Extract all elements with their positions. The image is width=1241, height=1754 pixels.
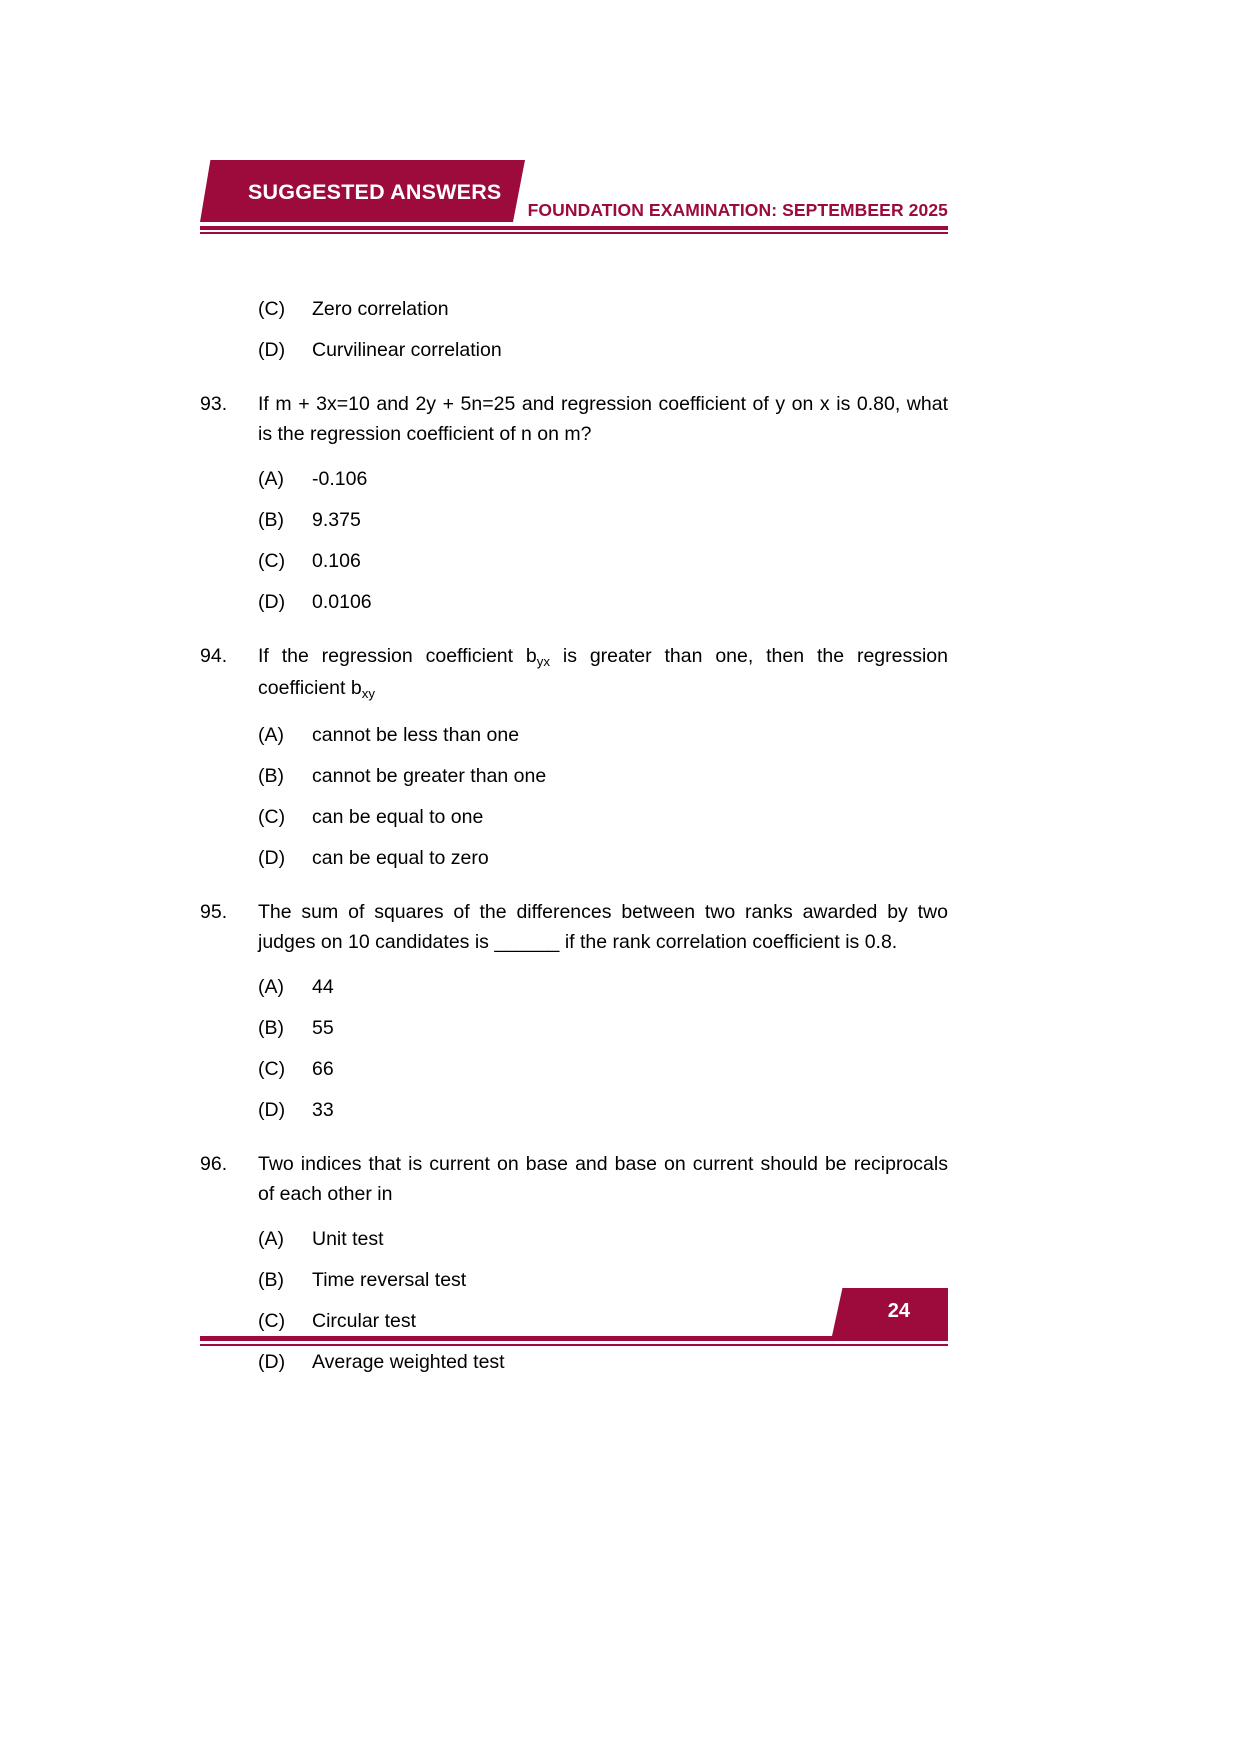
question-number: 93. (200, 393, 228, 415)
question-block (200, 897, 948, 1149)
option-row (200, 1014, 948, 1042)
subscript-xy: xy (361, 685, 375, 701)
option-text: cannot be less than one (312, 724, 520, 746)
question-text: The sum of squares of the differences between two ranks awarded by two judges on 10 candidates is ______ if the rank correlation coefficient is 0.8. (258, 901, 948, 953)
header-rule-thick (200, 226, 948, 230)
option-row (200, 295, 948, 323)
option-label: (C) (258, 298, 286, 320)
question-text-part1: If the regression coefficient b (258, 645, 537, 667)
option-row (200, 1225, 948, 1253)
option-row (200, 1096, 948, 1124)
option-text: Time reversal test (312, 1269, 467, 1291)
option-row (200, 465, 948, 493)
question-text: If m + 3x=10 and 2y + 5n=25 and regression coefficient of y on x is 0.80, what is the regression coefficient of n on m? (258, 393, 948, 445)
option-text: 33 (312, 1099, 334, 1121)
question-text (258, 641, 948, 705)
option-row (200, 336, 948, 364)
option-label: (B) (258, 765, 284, 787)
option-text: -0.106 (312, 468, 368, 490)
option-row (200, 721, 948, 749)
option-row (200, 973, 948, 1001)
option-text: 66 (312, 1058, 334, 1080)
question-number: 95. (200, 901, 228, 923)
option-text: Average weighted test (312, 1351, 505, 1373)
option-label: (B) (258, 1269, 284, 1291)
questions-content (200, 295, 948, 1389)
page-footer (200, 1288, 948, 1368)
option-text: 0.106 (312, 550, 361, 572)
option-row (200, 506, 948, 534)
option-label: (B) (258, 1017, 284, 1039)
option-label: (D) (258, 847, 286, 869)
question-text-part2: is greater than one, then the regression coefficient b (258, 645, 948, 699)
question-row (200, 1149, 948, 1209)
suggested-answers-label: SUGGESTED ANSWERS (248, 180, 502, 204)
question-block (200, 389, 948, 641)
header-rule-thin (200, 232, 948, 234)
option-text: Zero correlation (312, 298, 449, 320)
question-row (200, 897, 948, 957)
question-number: 94. (200, 645, 228, 667)
question-row (200, 389, 948, 449)
option-label: (A) (258, 1228, 284, 1250)
option-label: (C) (258, 806, 286, 828)
option-text: 0.0106 (312, 591, 372, 613)
page-number: 24 (887, 1300, 910, 1322)
footer-rule-thin (200, 1344, 948, 1346)
option-text: Curvilinear correlation (312, 339, 502, 361)
option-label: (A) (258, 976, 284, 998)
page-header (200, 160, 948, 238)
option-label: (C) (258, 1058, 286, 1080)
option-row (200, 844, 948, 872)
option-text: Circular test (312, 1310, 417, 1332)
subscript-yx: yx (536, 653, 551, 669)
question-text: Two indices that is current on base and base on current should be reciprocals of each other in (258, 1153, 948, 1205)
option-text: Unit test (312, 1228, 384, 1250)
option-row (200, 588, 948, 616)
option-row (200, 1055, 948, 1083)
option-label: (C) (258, 550, 286, 572)
option-text: 44 (312, 976, 334, 998)
option-row (200, 803, 948, 831)
option-label: (D) (258, 339, 286, 361)
option-label: (D) (258, 1099, 286, 1121)
question-row (200, 641, 948, 705)
question-block (200, 641, 948, 897)
question-number: 96. (200, 1153, 228, 1175)
option-row (200, 547, 948, 575)
option-text: 9.375 (312, 509, 361, 531)
option-text: cannot be greater than one (312, 765, 547, 787)
exam-title: FOUNDATION EXAMINATION: SEPTEMBEER 2025 (527, 200, 948, 220)
option-text: can be equal to one (312, 806, 484, 828)
footer-rule-thick (200, 1336, 948, 1341)
option-text: can be equal to zero (312, 847, 489, 869)
option-label: (D) (258, 591, 286, 613)
option-label: (A) (258, 724, 284, 746)
option-label: (D) (258, 1351, 286, 1373)
option-label: (B) (258, 509, 284, 531)
option-label: (C) (258, 1310, 286, 1332)
option-row (200, 762, 948, 790)
option-text: 55 (312, 1017, 334, 1039)
option-label: (A) (258, 468, 284, 490)
